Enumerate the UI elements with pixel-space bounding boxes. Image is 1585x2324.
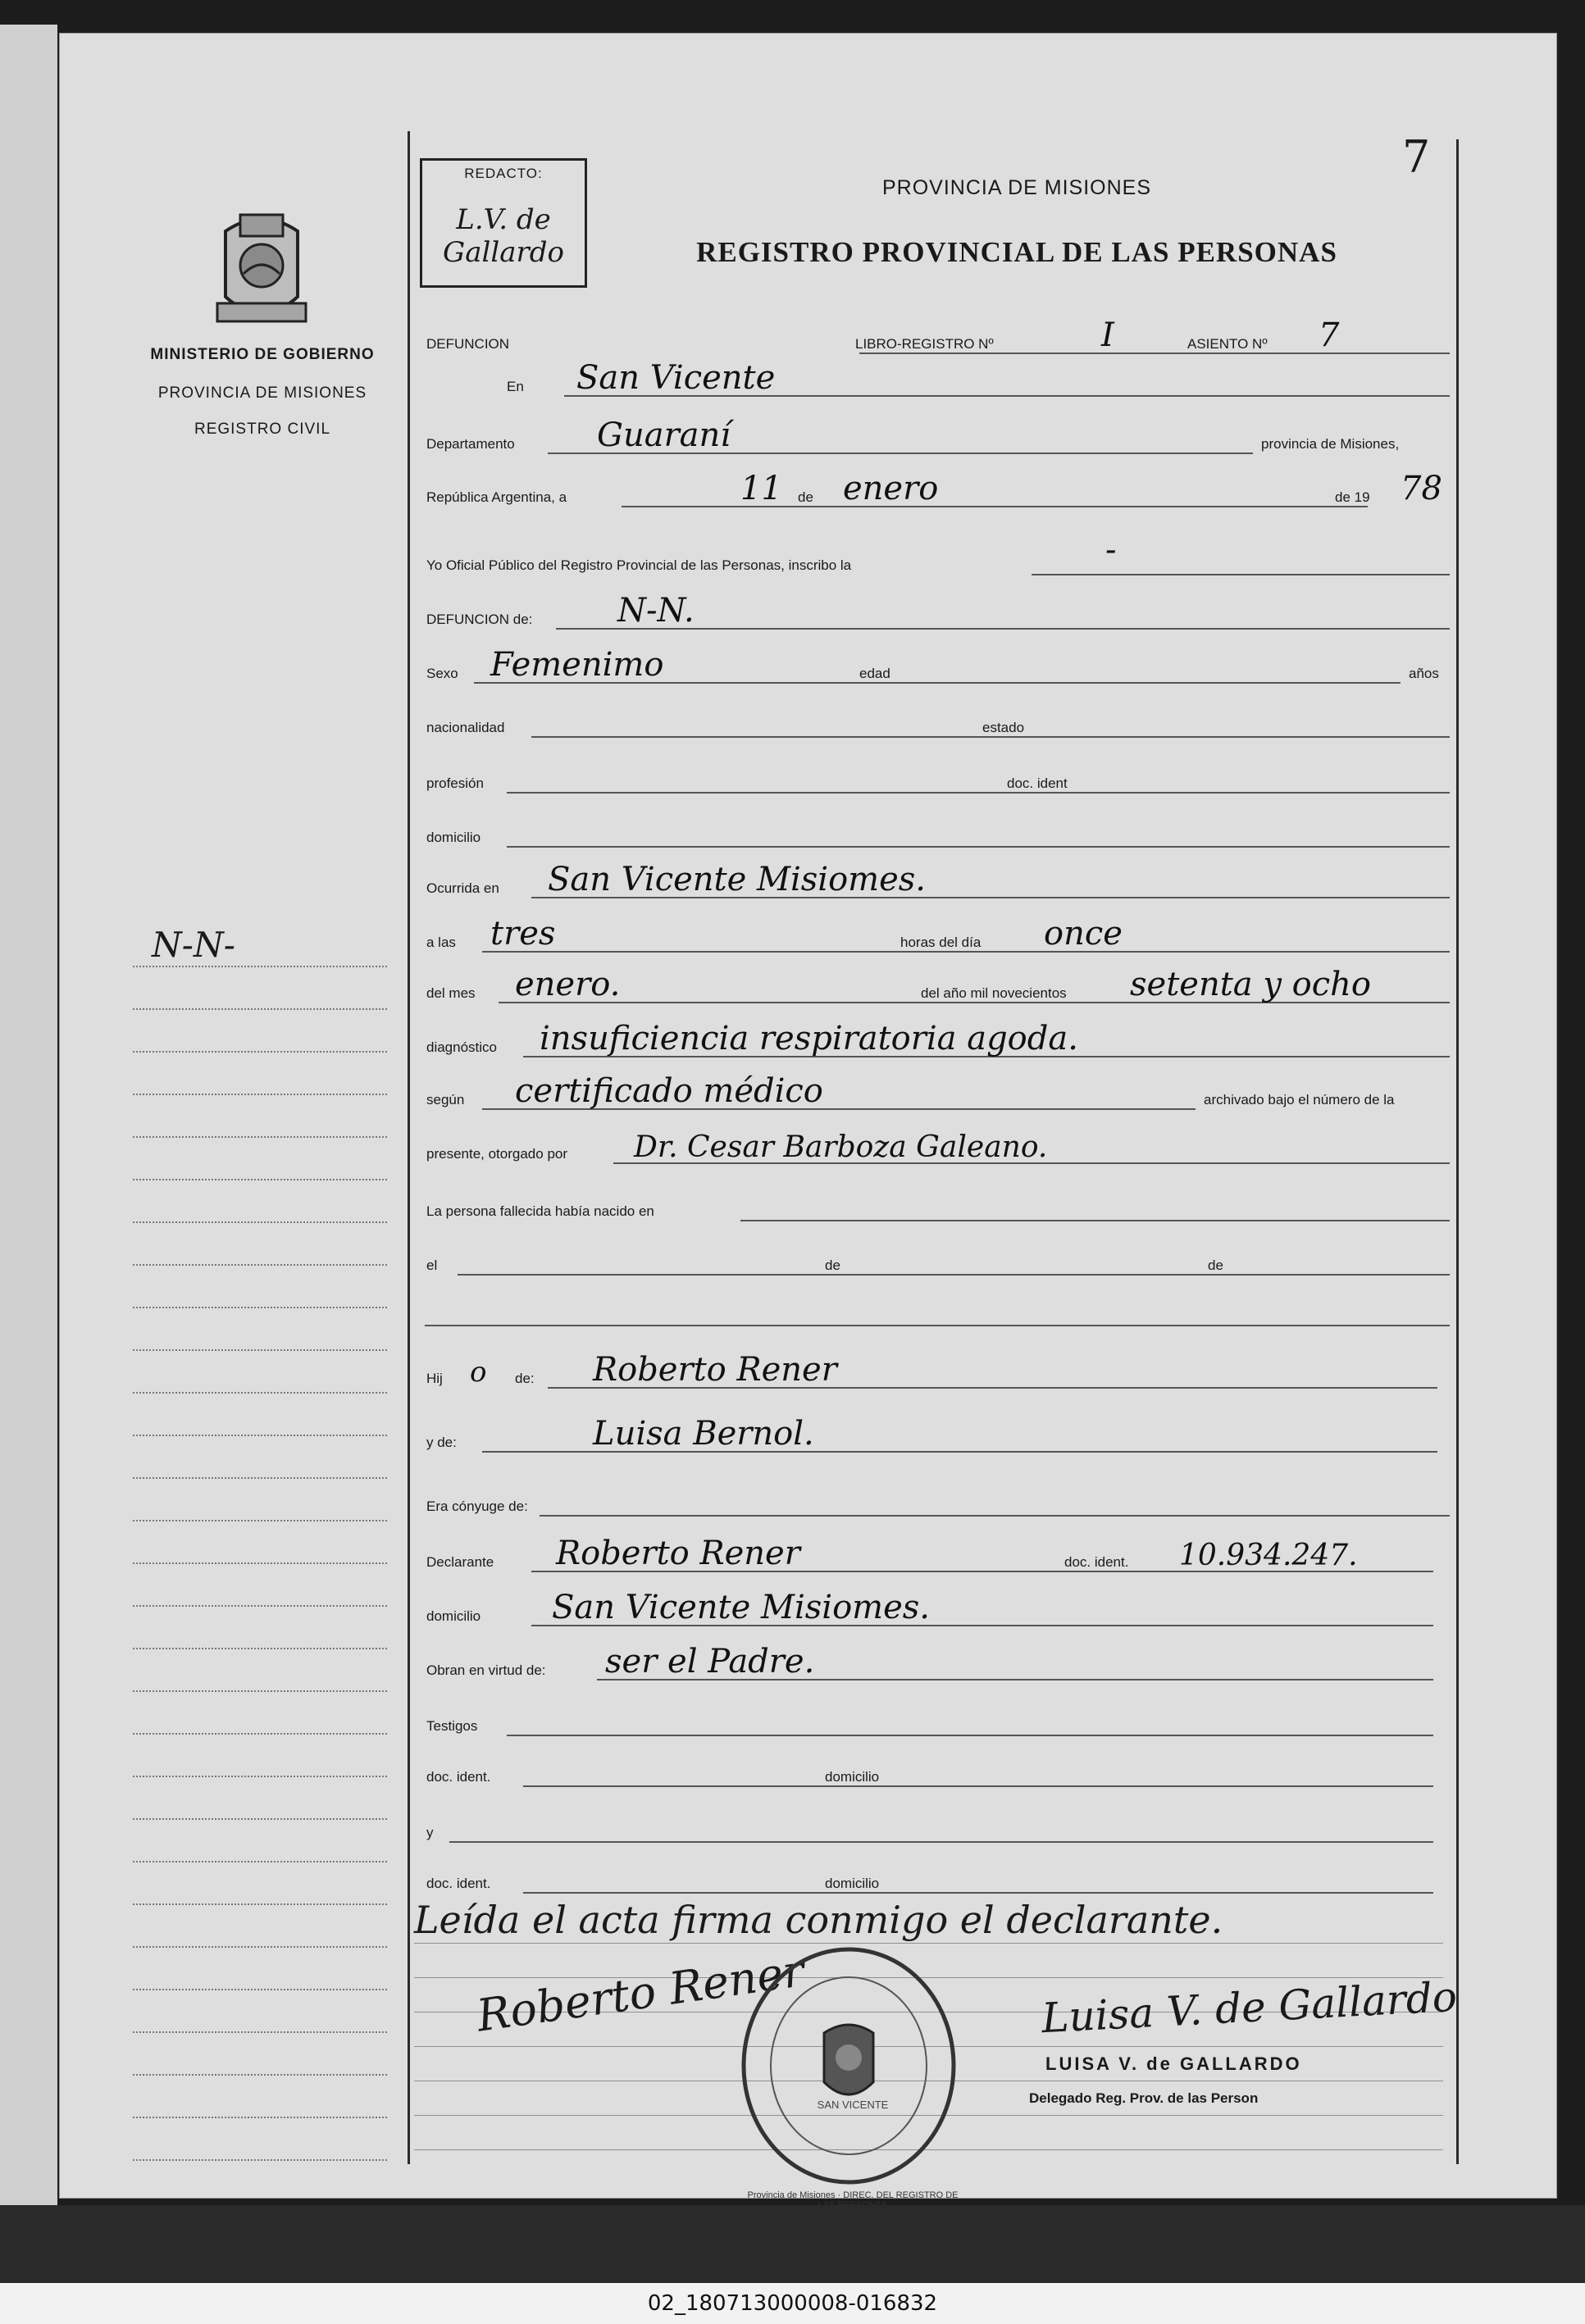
margin-dotted-line	[133, 1051, 387, 1053]
madre-value: Luisa Bernol.	[593, 1415, 814, 1453]
ministry-line2: PROVINCIA DE MISIONES	[157, 384, 367, 402]
defuncion-de-value: N-N.	[617, 592, 695, 630]
hij-de-label: de:	[515, 1371, 540, 1387]
libro-value: I	[1101, 316, 1114, 354]
declarant-signature: Roberto Rener	[473, 1944, 808, 2042]
yde-label: y de:	[426, 1435, 462, 1451]
row-republica	[425, 470, 1450, 512]
delmes-value: enero.	[515, 966, 621, 1003]
row-profesion	[425, 766, 1450, 798]
edad-label: edad	[859, 666, 895, 682]
margin-dotted-line	[133, 2074, 387, 2076]
estado-label: estado	[982, 720, 1029, 736]
diagnostico-label: diagnóstico	[426, 1039, 502, 1056]
anio-value: 78	[1401, 470, 1442, 507]
row-testigo1	[425, 1759, 1450, 1792]
oficial-label: Yo Oficial Público del Registro Provincial de las Personas, inscribo la	[426, 557, 856, 574]
margin-dotted-line	[133, 1648, 387, 1649]
t1-doc-label: doc. ident.	[426, 1769, 495, 1785]
margin-dotted-line	[133, 2031, 387, 2033]
row-obran	[425, 1643, 1450, 1685]
defuncion-de-label: DEFUNCION de:	[426, 612, 537, 628]
obran-label: Obran en virtud de:	[426, 1662, 551, 1679]
segun-label: según	[426, 1092, 469, 1108]
testigos-label: Testigos	[426, 1718, 482, 1735]
redacto-label: REDACTO:	[464, 166, 543, 181]
redacto-value: L.V. de Gallardo	[443, 203, 564, 269]
margin-dotted-line	[133, 1094, 387, 1095]
y-label: y	[426, 1825, 439, 1841]
margin-dotted-line	[133, 1818, 387, 1820]
anos-label: años	[1409, 666, 1444, 682]
archivado-label: archivado bajo el número de la	[1204, 1092, 1399, 1108]
row-testigo2	[425, 1866, 1450, 1899]
row-blank	[425, 1298, 1450, 1331]
row-departamento	[425, 416, 1450, 459]
right-frame-line	[1456, 139, 1459, 2164]
margin-dotted-line	[133, 2117, 387, 2118]
decl-domicilio-label: domicilio	[426, 1608, 485, 1625]
hij-label: Hij	[426, 1371, 448, 1387]
row-en	[425, 359, 1450, 402]
margin-dotted-line	[133, 1946, 387, 1948]
margin-dotted-line	[133, 1008, 387, 1010]
provincia-label: provincia de Misiones,	[1261, 436, 1404, 453]
row-y	[425, 1815, 1450, 1848]
redacto-box	[420, 158, 587, 288]
margin-dotted-line	[133, 1136, 387, 1138]
sexo-label: Sexo	[426, 666, 463, 682]
row-el	[425, 1248, 1450, 1280]
header-province: PROVINCIA DE MISIONES	[881, 176, 1151, 199]
margin-dotted-line	[133, 1349, 387, 1351]
ocurrida-value: San Vicente Misiomes.	[548, 861, 926, 898]
row-delmes	[425, 966, 1450, 1008]
profesion-label: profesión	[426, 775, 489, 792]
margin-dotted-line	[133, 1903, 387, 1905]
row-decl-domicilio	[425, 1589, 1450, 1631]
header-registry: REGISTRO PROVINCIAL DE LAS PERSONAS	[696, 236, 1337, 268]
anio-mil-value: setenta y ocho	[1130, 966, 1371, 1003]
margin-dotted-line	[133, 1562, 387, 1564]
margin-dotted-line	[133, 1861, 387, 1862]
row-ocurrida	[425, 861, 1450, 903]
asiento-value: 7	[1319, 316, 1340, 354]
registry-seal-icon	[734, 1943, 963, 2189]
sexo-value: Femenimo	[490, 646, 664, 684]
coat-of-arms-icon	[209, 207, 314, 328]
delmes-label: del mes	[426, 985, 481, 1002]
scan-background	[0, 2205, 1585, 2283]
row-nacionalidad	[425, 710, 1450, 743]
declarante-label: Declarante	[426, 1554, 499, 1571]
margin-dotted-line	[133, 1690, 387, 1692]
margin-dotted-line	[133, 1307, 387, 1308]
doc-ident-label: doc. ident	[1007, 775, 1073, 792]
ocurrida-label: Ocurrida en	[426, 880, 504, 897]
ministry-line3: REGISTRO CIVIL	[194, 421, 331, 438]
declarante-value: Roberto Rener	[556, 1535, 800, 1572]
libro-label: LIBRO-REGISTRO Nº	[855, 336, 999, 352]
row-declarante	[425, 1535, 1450, 1577]
t1-dom-label: domicilio	[825, 1769, 884, 1785]
margin-dotted-line	[133, 966, 387, 967]
margin-dotted-line	[133, 1221, 387, 1223]
row-oficial	[425, 531, 1450, 580]
row-hijo	[425, 1351, 1450, 1394]
de-b-label: de	[1208, 1258, 1228, 1274]
row-domicilio	[425, 820, 1450, 853]
decl-doc-label: doc. ident.	[1064, 1554, 1133, 1571]
officer-signature: Luisa V. de Gallardo	[1040, 1972, 1459, 2043]
left-frame-line	[408, 131, 410, 2164]
oficial-value: -	[1105, 531, 1117, 569]
margin-dotted-line	[133, 1605, 387, 1607]
decl-doc-value: 10.934.247.	[1179, 1539, 1358, 1572]
de19-label: de 19	[1335, 489, 1375, 506]
row-yde	[425, 1415, 1450, 1458]
margin-dotted-line	[133, 1179, 387, 1180]
diagnostico-value: insuficiencia respiratoria agoda.	[540, 1020, 1078, 1057]
alas-label: a las	[426, 935, 461, 951]
adjacent-page-edge	[0, 25, 57, 2205]
departamento-value: Guaraní	[597, 416, 731, 454]
t2-dom-label: domicilio	[825, 1876, 884, 1892]
row-sexo	[425, 646, 1450, 689]
margin-dotted-line	[133, 1435, 387, 1436]
decl-domicilio-value: San Vicente Misiomes.	[552, 1589, 930, 1626]
seal-outer-text: Provincia de Misiones · DIREC. DEL REGISTRO DE	[747, 2190, 959, 2200]
alas-value: tres	[490, 915, 556, 953]
en-label: En	[507, 379, 529, 395]
anio-mil-label: del año mil novecientos	[921, 985, 1072, 1002]
dia-value: 11	[740, 470, 782, 507]
t2-doc-label: doc. ident.	[426, 1876, 495, 1892]
hij-value: o	[470, 1356, 487, 1389]
de-a-label: de	[825, 1258, 845, 1274]
de-label: de	[798, 489, 818, 506]
horas-label: horas del día	[900, 935, 986, 951]
image-caption: 02_180713000008-016832	[0, 2283, 1585, 2324]
en-value: San Vicente	[576, 359, 776, 397]
page-number: 7	[1402, 131, 1431, 183]
defuncion-label: DEFUNCION	[426, 336, 514, 352]
margin-dotted-line	[133, 1264, 387, 1266]
row-presente	[425, 1130, 1450, 1169]
obran-value: ser el Padre.	[605, 1643, 815, 1680]
row-nacido	[425, 1194, 1450, 1226]
row-diagnostico	[425, 1020, 1450, 1062]
nacionalidad-label: nacionalidad	[426, 720, 509, 736]
margin-dotted-line	[133, 1392, 387, 1394]
seal-inner-text: SAN VICENTE	[817, 2099, 889, 2111]
segun-value: certificado médico	[515, 1072, 823, 1110]
republica-label: República Argentina, a	[426, 489, 572, 506]
margin-dotted-line	[133, 1733, 387, 1735]
row-alas	[425, 915, 1450, 957]
row-testigos	[425, 1708, 1450, 1741]
asiento-label: ASIENTO Nº	[1187, 336, 1273, 352]
margin-dotted-line	[133, 1477, 387, 1479]
officer-role-stamp: Delegado Reg. Prov. de las Person	[1029, 2090, 1259, 2106]
margin-dotted-line	[133, 1776, 387, 1777]
margin-dotted-line	[133, 1989, 387, 1990]
conyuge-label: Era cónyuge de:	[426, 1499, 533, 1515]
horas-value: once	[1044, 915, 1123, 953]
officer-name-stamp: LUISA V. de GALLARDO	[1045, 2053, 1302, 2074]
margin-dotted-line	[133, 1520, 387, 1521]
closing-statement: Leída el acta firma conmigo el declarante.	[414, 1898, 1223, 1942]
ministry-line1: MINISTERIO DE GOBIERNO	[150, 346, 375, 363]
presente-label: presente, otorgado por	[426, 1146, 572, 1162]
presente-value: Dr. Cesar Barboza Galeano.	[634, 1130, 1048, 1164]
margin-note: N-N-	[152, 925, 235, 965]
domicilio-label: domicilio	[426, 830, 485, 846]
row-segun	[425, 1072, 1450, 1115]
mes-value: enero	[843, 470, 939, 507]
padre-value: Roberto Rener	[593, 1351, 837, 1389]
row-defuncion-de	[425, 592, 1450, 634]
margin-dotted-line	[133, 2159, 387, 2161]
el-label: el	[426, 1258, 442, 1274]
row-conyuge	[425, 1489, 1450, 1521]
nacido-label: La persona fallecida había nacido en	[426, 1203, 659, 1220]
row-defuncion	[425, 316, 1450, 359]
departamento-label: Departamento	[426, 436, 520, 453]
